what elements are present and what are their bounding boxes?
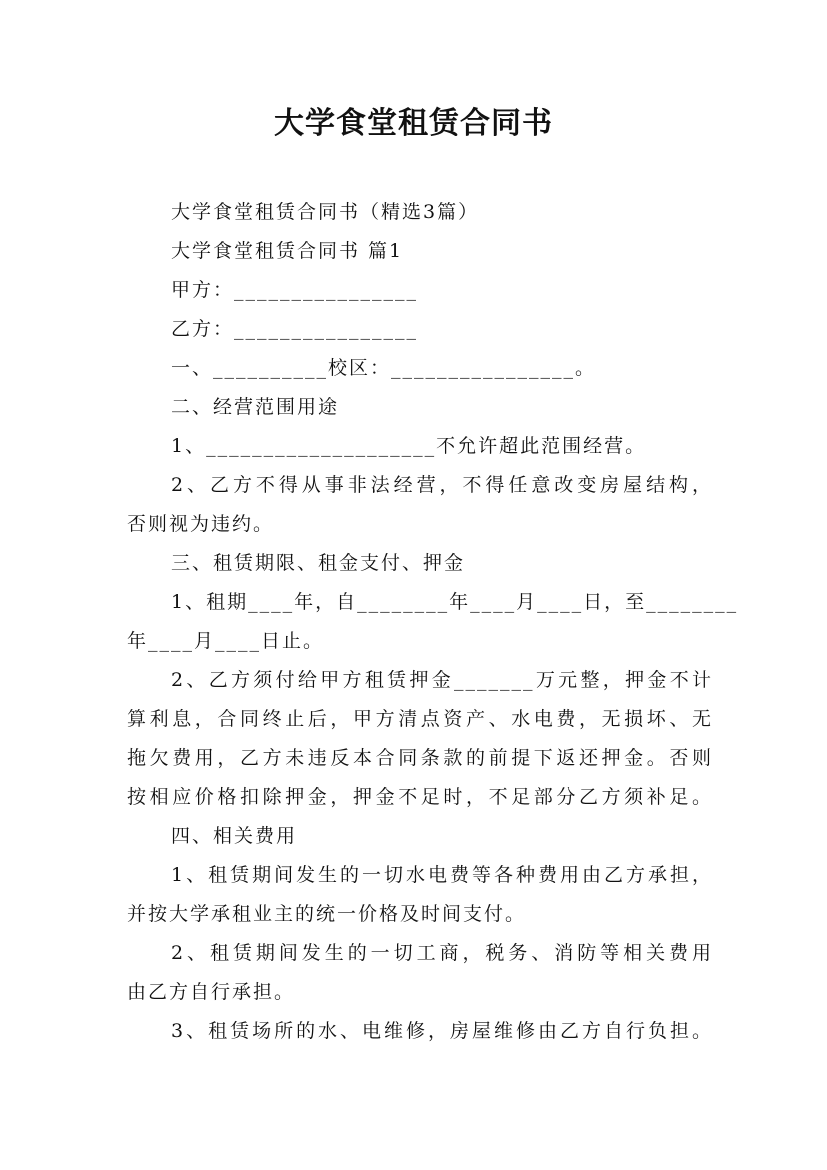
clause-heading-4: 四、相关费用 bbox=[171, 825, 298, 847]
clause-line: 否则视为违约。 bbox=[127, 513, 275, 535]
clause-line: 由乙方自行承担。 bbox=[127, 981, 296, 1003]
party-b-line: 乙方：________________ bbox=[171, 318, 419, 340]
clause-heading-3: 三、租赁期限、租金支付、押金 bbox=[171, 552, 466, 574]
clause-line: 1、____________________不允许超此范围经营。 bbox=[171, 435, 647, 457]
party-a-line: 甲方：________________ bbox=[171, 279, 419, 301]
clause-line: 2、乙方须付给甲方租赁押金_______万元整，押金不计 bbox=[171, 669, 713, 691]
section-heading: 大学食堂租赁合同书 篇1 bbox=[171, 240, 404, 262]
clause-line: 1、租期____年，自________年____月____日，至________ bbox=[171, 591, 739, 613]
clause-line: 1、租赁期间发生的一切水电费等各种费用由乙方承担， bbox=[171, 864, 713, 886]
clause-heading-2: 二、经营范围用途 bbox=[171, 396, 340, 418]
document-body bbox=[127, 193, 739, 1051]
clause-line: 年____月____日止。 bbox=[127, 630, 325, 652]
subtitle-line: 大学食堂租赁合同书（精选3篇） bbox=[171, 201, 480, 223]
clause-line: 2、租赁期间发生的一切工商，税务、消防等相关费用 bbox=[171, 942, 713, 964]
document-title: 大学食堂租赁合同书 bbox=[274, 106, 553, 141]
clause-line: 按相应价格扣除押金，押金不足时，不足部分乙方须补足。 bbox=[127, 786, 713, 808]
clause-line: 并按大学承租业主的统一价格及时间支付。 bbox=[127, 903, 527, 925]
campus-line: 一、__________校区：________________。 bbox=[171, 357, 597, 379]
clause-line: 拖欠费用，乙方未违反本合同条款的前提下返还押金。否则 bbox=[127, 747, 713, 769]
clause-line: 2、乙方不得从事非法经营，不得任意改变房屋结构， bbox=[171, 474, 713, 496]
clause-line: 3、租赁场所的水、电维修，房屋维修由乙方自行负担。 bbox=[171, 1020, 713, 1042]
clause-line: 算利息，合同终止后，甲方清点资产、水电费，无损坏、无 bbox=[127, 708, 713, 730]
